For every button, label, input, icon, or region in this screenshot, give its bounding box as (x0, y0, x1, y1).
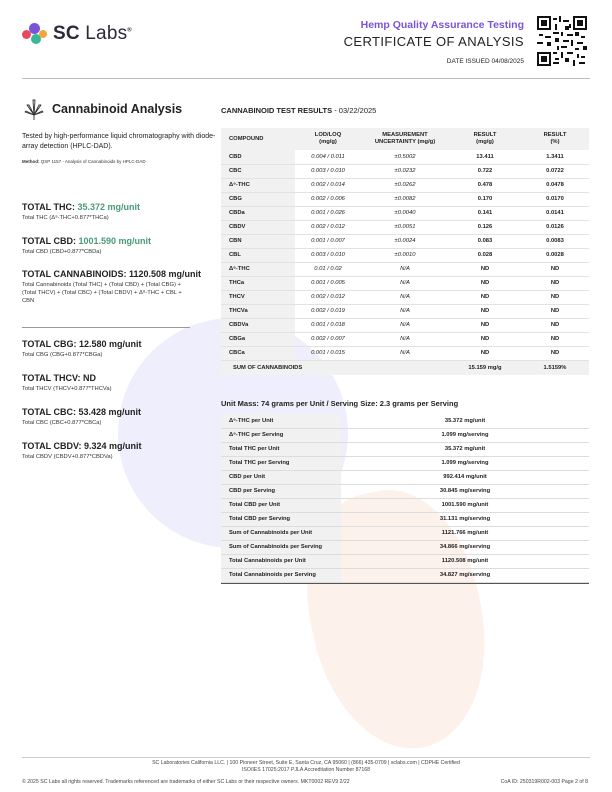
compound-cell: Δ⁸-THC (221, 262, 295, 276)
uncertainty-cell: N/A (361, 346, 449, 360)
unit-label-cell: Total CBD per Unit (221, 498, 341, 512)
table-row (221, 456, 589, 470)
result-pct-cell: 0.0126 (521, 220, 589, 234)
analysis-description: Tested by high-performance liquid chromatography with diode-array detection (HPLC-DAD). (22, 133, 216, 150)
per-unit-table (221, 414, 589, 583)
compound-cell: THCV (221, 290, 295, 304)
compound-cell: CBN (221, 234, 295, 248)
unit-label-cell: Δ⁹-THC per Unit (221, 414, 341, 428)
result-mg-cell: ND (449, 332, 521, 346)
result-mg-cell: 0.722 (449, 164, 521, 178)
unit-value-cell: 1.099 mg/serving (341, 428, 589, 442)
unit-label-cell: CBD per Serving (221, 484, 341, 498)
lod-loq-cell: 0.003 / 0.010 (295, 164, 361, 178)
compound-cell: CBDa (221, 206, 295, 220)
unit-value-cell: 1120.508 mg/unit (341, 554, 589, 568)
total-formula: Total THCV (THCV+0.877*THCVa) (22, 386, 112, 392)
table-row (221, 554, 589, 568)
result-pct-cell: ND (521, 262, 589, 276)
sum-pct: 1.5159% (521, 360, 589, 375)
total-label: TOTAL THCV: (22, 373, 81, 383)
compound-cell: CBGa (221, 332, 295, 346)
uncertainty-cell: ±0.0040 (361, 206, 449, 220)
sum-label: SUM OF CANNABINOIDS (221, 360, 449, 375)
lod-loq-cell: 0.002 / 0.006 (295, 192, 361, 206)
left-divider (22, 327, 190, 328)
result-mg-cell: 0.083 (449, 234, 521, 248)
unit-label-cell: Sum of Cannabinoids per Unit (221, 526, 341, 540)
uncertainty-cell: N/A (361, 332, 449, 346)
lod-loq-cell: 0.001 / 0.005 (295, 276, 361, 290)
method-label: Method: (22, 159, 40, 164)
lod-loq-cell: 0.002 / 0.019 (295, 304, 361, 318)
result-pct-cell: 0.0083 (521, 234, 589, 248)
table-row (221, 470, 589, 484)
lod-loq-cell: 0.002 / 0.007 (295, 332, 361, 346)
table-row (221, 276, 589, 290)
total-value: 1001.590 mg/unit (78, 236, 152, 246)
unit-value-cell: 35.372 mg/unit (341, 442, 589, 456)
uncertainty-cell: ±0.0082 (361, 192, 449, 206)
total-label: TOTAL CBC: (22, 407, 76, 417)
total-formula: Total Cannabinoids (Total THC) + (Total CBD) + (Total CBG) + (Total THCV) + (Total CBC) + (Total CBDV) + Δ⁸-THC + CBL + CBN (22, 282, 182, 304)
header-divider (22, 78, 590, 79)
result-mg-cell: 13.411 (449, 150, 521, 164)
footer-address: SC Laboratories California LLC. | 100 Pioneer Street, Suite E, Santa Cruz, CA 95060 | (866) 435-0709 | sclabs.com | CDPHE Certified (152, 760, 460, 766)
cannabis-leaf-icon (22, 97, 46, 121)
footer-copyright: © 2025 SC Labs all rights reserved. Trademarks referenced are trademarks of either SC Labs or their respective owners. MKT0002 REV9 2/22 (22, 779, 350, 785)
result-pct-cell: 0.0722 (521, 164, 589, 178)
total-cbg (22, 339, 222, 360)
table-row (221, 428, 589, 442)
total-label: TOTAL THC: (22, 202, 75, 212)
results-date: - 03/22/2025 (332, 106, 377, 115)
column-header: COMPOUND (221, 128, 295, 150)
result-mg-cell: 0.478 (449, 178, 521, 192)
result-mg-cell: ND (449, 318, 521, 332)
table-row (221, 262, 589, 276)
total-value: 35.372 mg/unit (77, 202, 141, 212)
cannabinoid-analysis-panel (22, 96, 217, 164)
total-label: TOTAL CBDV: (22, 441, 82, 451)
lod-loq-cell: 0.01 / 0.02 (295, 262, 361, 276)
result-mg-cell: 0.028 (449, 248, 521, 262)
lod-loq-cell: 0.002 / 0.012 (295, 220, 361, 234)
table-row (221, 442, 589, 456)
total-cbdv (22, 441, 222, 462)
uncertainty-cell: N/A (361, 318, 449, 332)
result-pct-cell: ND (521, 346, 589, 360)
table-row (221, 484, 589, 498)
unit-label-cell: Total THC per Unit (221, 442, 341, 456)
result-mg-cell: ND (449, 262, 521, 276)
table-row (221, 414, 589, 428)
uncertainty-cell: N/A (361, 304, 449, 318)
table-row (221, 540, 589, 554)
unit-label-cell: CBD per Unit (221, 470, 341, 484)
unit-value-cell: 992.414 mg/unit (341, 470, 589, 484)
table-row (221, 248, 589, 262)
compound-cell: CBCa (221, 346, 295, 360)
table-row (221, 220, 589, 234)
uncertainty-cell: ±0.0010 (361, 248, 449, 262)
result-pct-cell: 1.3411 (521, 150, 589, 164)
lod-loq-cell: 0.001 / 0.015 (295, 346, 361, 360)
column-header: RESULT (mg/g) (449, 128, 521, 150)
result-mg-cell: ND (449, 304, 521, 318)
unit-body (221, 414, 589, 582)
lod-loq-cell: 0.003 / 0.010 (295, 248, 361, 262)
total-formula: Total CBG (CBG+0.877*CBGa) (22, 352, 103, 358)
compound-cell: CBL (221, 248, 295, 262)
footer-accreditation: ISO/IES 17025:2017 PJLA Accreditation Number 87168 (241, 767, 371, 773)
table-row (221, 192, 589, 206)
lod-loq-cell: 0.001 / 0.018 (295, 318, 361, 332)
lod-loq-cell: 0.002 / 0.014 (295, 178, 361, 192)
total-label: TOTAL CANNABINOIDS: (22, 269, 127, 279)
result-pct-cell: 0.0028 (521, 248, 589, 262)
table-row (221, 568, 589, 582)
uncertainty-cell: N/A (361, 262, 449, 276)
result-mg-cell: 0.126 (449, 220, 521, 234)
compound-cell: CBD (221, 150, 295, 164)
uncertainty-cell: ±0.0024 (361, 234, 449, 248)
unit-table-bottom-rule (221, 583, 589, 584)
result-pct-cell: 0.0170 (521, 192, 589, 206)
compound-cell: THCa (221, 276, 295, 290)
sum-mg: 15.159 mg/g (449, 360, 521, 375)
table-row (221, 512, 589, 526)
lod-loq-cell: 0.001 / 0.026 (295, 206, 361, 220)
unit-value-cell: 34.866 mg/serving (341, 540, 589, 554)
method-line (22, 159, 217, 164)
compound-cell: Δ⁹-THC (221, 178, 295, 192)
uncertainty-cell: ±0.0232 (361, 164, 449, 178)
cannabinoid-results-table (221, 128, 589, 375)
unit-value-cell: 1.099 mg/serving (341, 456, 589, 470)
lod-loq-cell: 0.002 / 0.012 (295, 290, 361, 304)
table-row (221, 332, 589, 346)
table-row (221, 150, 589, 164)
total-cbc (22, 407, 222, 428)
footer-coa-id: CoA ID: 250319R002-003 Page 2 of 8 (500, 779, 588, 785)
total-value: 12.580 mg/unit (79, 339, 142, 349)
unit-value-cell: 1121.766 mg/unit (341, 526, 589, 540)
date-issued: DATE ISSUED 04/08/2025 (446, 58, 524, 65)
lod-loq-cell: 0.001 / 0.007 (295, 234, 361, 248)
total-value: 1120.508 mg/unit (129, 269, 202, 279)
uncertainty-cell: N/A (361, 276, 449, 290)
total-cbd (22, 236, 222, 257)
logo-text-labs: Labs (85, 23, 128, 44)
table-row (221, 178, 589, 192)
result-pct-cell: ND (521, 290, 589, 304)
table-row (221, 318, 589, 332)
total-label: TOTAL CBG: (22, 339, 77, 349)
result-pct-cell: 0.0141 (521, 206, 589, 220)
table-row (221, 164, 589, 178)
column-header: MEASUREMENT UNCERTAINTY (mg/g) (361, 128, 449, 150)
compound-cell: THCVa (221, 304, 295, 318)
unit-value-cell: 30.845 mg/serving (341, 484, 589, 498)
uncertainty-cell: N/A (361, 290, 449, 304)
unit-label-cell: Total Cannabinoids per Serving (221, 568, 341, 582)
logo-text: SC Labs® (53, 23, 132, 44)
total-value: 9.324 mg/unit (84, 441, 142, 451)
total-formula: Total CBD (CBD+0.877*CBDa) (22, 249, 102, 255)
unit-label-cell: Total Cannabinoids per Unit (221, 554, 341, 568)
table-row (221, 234, 589, 248)
header-subtitle: Hemp Quality Assurance Testing (360, 19, 524, 31)
qr-code-icon (537, 16, 587, 66)
sum-row (221, 360, 589, 375)
result-pct-cell: ND (521, 318, 589, 332)
total-value: ND (83, 373, 97, 383)
unit-label-cell: Δ⁹-THC per Serving (221, 428, 341, 442)
unit-mass-heading: Unit Mass: 74 grams per Unit / Serving Size: 2.3 grams per Serving (221, 399, 459, 408)
table-row (221, 206, 589, 220)
section-header (22, 96, 217, 122)
table-header-row (221, 128, 589, 150)
result-pct-cell: ND (521, 304, 589, 318)
table-row (221, 304, 589, 318)
column-header: RESULT (%) (521, 128, 589, 150)
result-mg-cell: 0.170 (449, 192, 521, 206)
uncertainty-cell: ±0.0262 (361, 178, 449, 192)
unit-value-cell: 34.827 mg/serving (341, 568, 589, 582)
logo-text-sc: SC (53, 23, 80, 44)
table-row (221, 526, 589, 540)
result-mg-cell: ND (449, 290, 521, 304)
result-mg-cell: 0.141 (449, 206, 521, 220)
method-text: QSP 1157 - Analysis of Cannabinoids by HPLC-DAD (40, 159, 146, 164)
sc-labs-logo (22, 21, 132, 47)
compound-cell: CBDV (221, 220, 295, 234)
uncertainty-cell: ±0.0051 (361, 220, 449, 234)
unit-value-cell: 31.131 mg/serving (341, 512, 589, 526)
compound-cell: CBC (221, 164, 295, 178)
footer-divider (22, 757, 590, 758)
compound-cell: CBDVa (221, 318, 295, 332)
unit-label-cell: Total THC per Serving (221, 456, 341, 470)
total-formula: Total THC (Δ⁹-THC+0.877*THCa) (22, 215, 109, 221)
table-row (221, 498, 589, 512)
results-title: CANNABINOID TEST RESULTS (221, 106, 333, 115)
section-title: Cannabinoid Analysis (52, 102, 183, 116)
table-row (221, 346, 589, 360)
result-mg-cell: ND (449, 276, 521, 290)
total-cannabinoids (22, 269, 220, 305)
uncertainty-cell: ±0.5002 (361, 150, 449, 164)
results-body (221, 150, 589, 375)
column-header: LOD/LOQ (mg/g) (295, 128, 361, 150)
result-pct-cell: ND (521, 276, 589, 290)
total-formula: Total CBC (CBC+0.877*CBCa) (22, 420, 102, 426)
total-label: TOTAL CBD: (22, 236, 76, 246)
result-mg-cell: ND (449, 346, 521, 360)
result-pct-cell: ND (521, 332, 589, 346)
result-pct-cell: 0.0478 (521, 178, 589, 192)
unit-label-cell: Total CBD per Serving (221, 512, 341, 526)
total-thcv (22, 373, 222, 394)
compound-cell: CBG (221, 192, 295, 206)
table-row (221, 290, 589, 304)
total-value: 53.428 mg/unit (78, 407, 142, 417)
total-thc (22, 202, 222, 223)
logo-mark-icon (22, 21, 48, 47)
unit-label-cell: Sum of Cannabinoids per Serving (221, 540, 341, 554)
unit-value-cell: 35.372 mg/unit (341, 414, 589, 428)
results-heading (221, 106, 376, 115)
total-formula: Total CBDV (CBDV+0.877*CBDVa) (22, 454, 113, 460)
header-title: CERTIFICATE OF ANALYSIS (343, 34, 524, 49)
lod-loq-cell: 0.004 / 0.011 (295, 150, 361, 164)
unit-value-cell: 1001.590 mg/unit (341, 498, 589, 512)
